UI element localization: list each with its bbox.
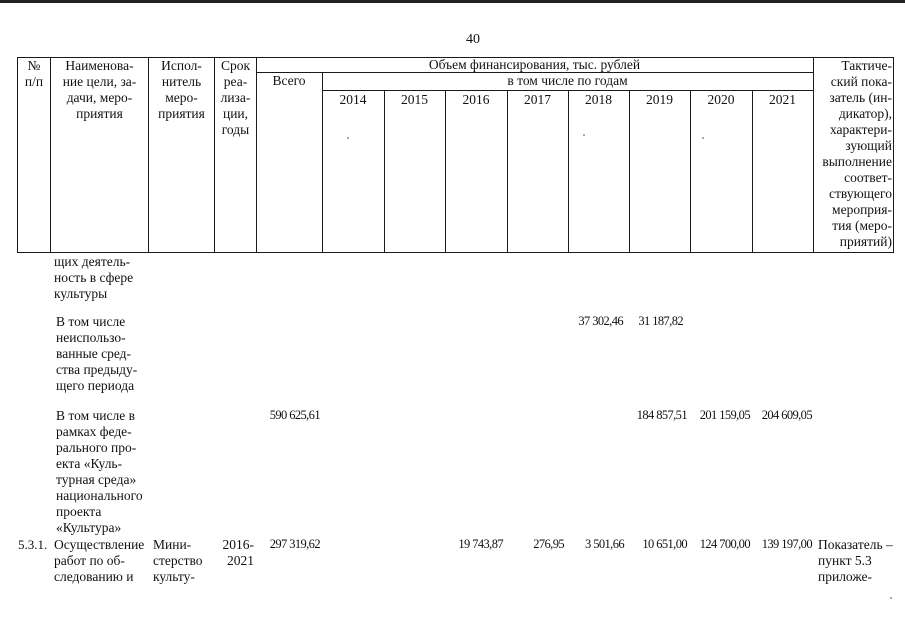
header-year-2018: 2018 (585, 92, 612, 107)
header-year-2017: 2017 (524, 92, 551, 107)
header-total: Всего (272, 73, 306, 88)
page-number: 40 (466, 32, 480, 47)
row-name: В том числе в рамках феде- рального про- екта «Куль- турная среда» национального проекта «Культура» (56, 408, 143, 535)
scan-speck (890, 597, 892, 599)
header-by-year: в том числе по годам (507, 73, 628, 88)
row-name: В том числе неиспользо- ванные сред- ства предыду- щего периода (56, 314, 138, 393)
cell-2019: 31 187,82 (638, 314, 683, 328)
cell-2016: 19 743,87 (458, 537, 503, 551)
cell-2021: 139 197,00 (761, 537, 812, 551)
row-executor: Мини- стерство культу- (153, 537, 203, 584)
cell-2019: 184 857,51 (636, 408, 687, 422)
cell-total: 297 319,62 (269, 537, 320, 551)
cell-2017: 276,95 (533, 537, 564, 551)
row-number: 5.3.1. (18, 537, 48, 552)
header-year-2019: 2019 (646, 92, 673, 107)
header-year-2021: 2021 (769, 92, 796, 107)
header-year-2016: 2016 (462, 92, 490, 107)
cell-2020: 201 159,05 (699, 408, 750, 422)
header-num: № п/п (24, 58, 44, 89)
header-executor: Испол- нитель меро- приятия (158, 58, 205, 121)
header-funding: Объем финансирования, тыс. рублей (428, 57, 641, 72)
header-year-2014: 2014 (339, 92, 367, 107)
top-border (0, 0, 905, 3)
row-name: щих деятель- ность в сфере культуры (54, 254, 134, 301)
header-year-2020: 2020 (707, 92, 735, 107)
cell-2018: 3 501,66 (585, 537, 624, 551)
header-name: Наименова- ние цели, за- дачи, меро- приятия (62, 58, 137, 121)
scan-speck (583, 134, 585, 136)
header-term: Срок реа- лиза- ции, годы (220, 58, 251, 137)
cell-2018: 37 302,46 (578, 314, 623, 328)
cell-total: 590 625,61 (269, 408, 320, 422)
cell-2020: 124 700,00 (699, 537, 750, 551)
header-year-2015: 2015 (401, 92, 428, 107)
row-term: 2016- 2021 (222, 537, 254, 568)
scan-speck (347, 137, 349, 139)
scan-speck (702, 137, 704, 139)
row-name: Осуществление работ по об- следованию и (54, 537, 145, 584)
cell-2021: 204 609,05 (761, 408, 812, 422)
header-indicator: Тактиче- ский пока- затель (ин- дикатор), характери- зующий выполнение соответ- ствующего мероприя- тия (меро- приятий) (822, 58, 892, 249)
cell-2019: 10 651,00 (642, 537, 687, 551)
row-indicator: Показатель – пункт 5.3 приложе- (818, 537, 893, 584)
